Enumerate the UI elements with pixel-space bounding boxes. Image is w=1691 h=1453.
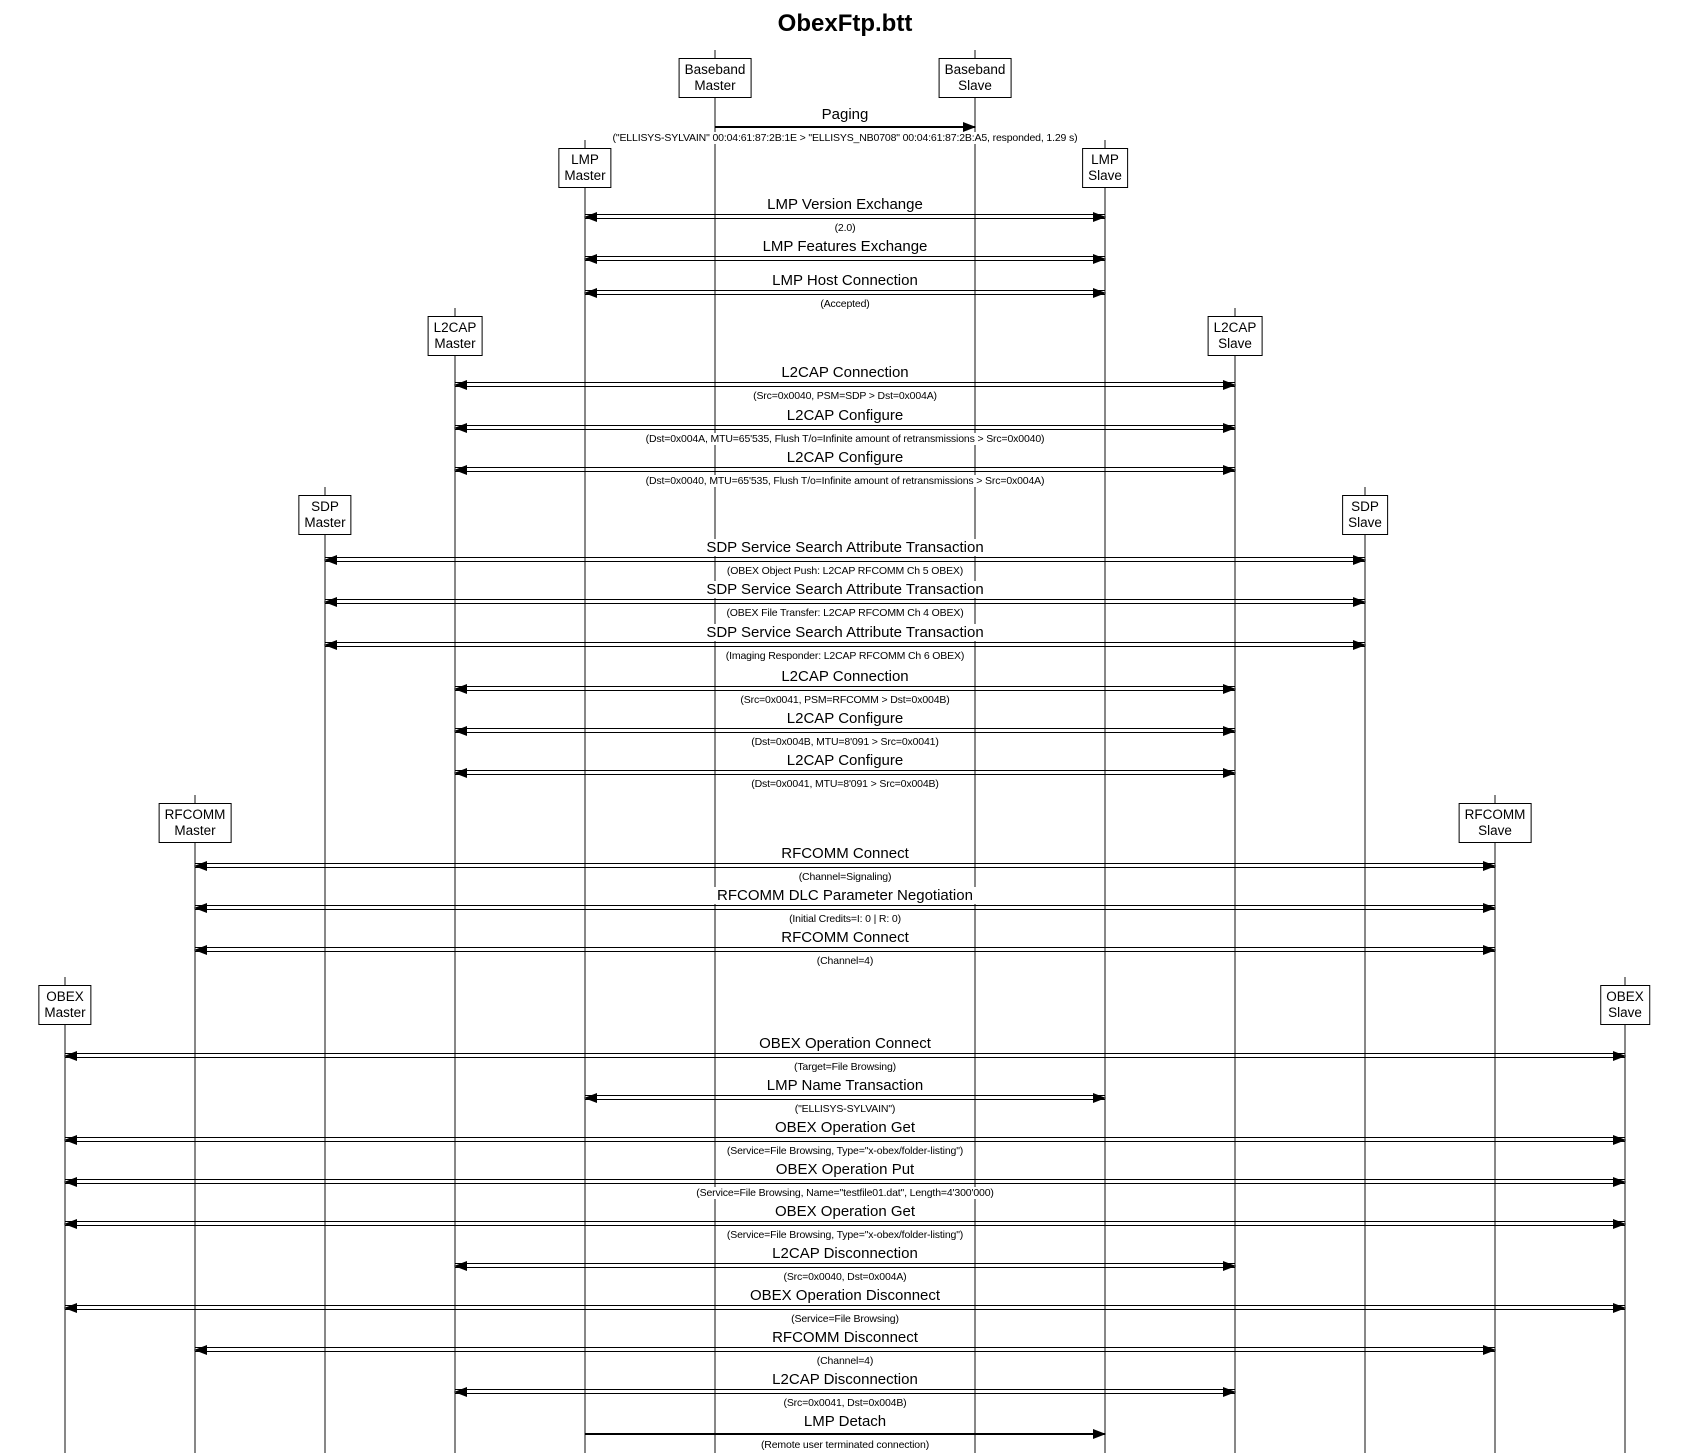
lifeline-l2cap-master [454,308,456,1453]
arrowhead-right-icon [1223,684,1236,694]
participant-box-baseband-master [679,58,752,98]
message-label-3: LMP Host Connection [767,272,923,289]
arrowhead-right-icon [1223,423,1236,433]
arrowhead-left-icon [584,212,597,222]
participant-role-label: Master [44,1005,86,1020]
arrowhead-right-icon [1613,1177,1626,1187]
message-arrow-11 [455,728,1235,733]
arrowhead-left-icon [194,945,207,955]
arrowhead-left-icon [454,1261,467,1271]
participant-box-obex-master [38,985,91,1025]
arrowhead-right-icon [1093,254,1106,264]
participant-box-lmp-master [558,148,611,188]
message-arrow-22 [65,1305,1625,1310]
message-label-21: L2CAP Disconnection [767,1245,923,1262]
message-label-7: SDP Service Search Attribute Transaction [701,539,988,556]
arrowhead-right-icon [1223,726,1236,736]
message-params-16: (Target=File Browsing) [791,1061,899,1073]
participant-protocol-label: SDP [311,499,339,514]
message-label-2: LMP Features Exchange [758,238,933,255]
message-label-4: L2CAP Connection [776,364,913,381]
message-params-15: (Channel=4) [814,955,876,967]
participant-box-sdp-slave [1342,495,1388,535]
message-arrow-23 [195,1347,1495,1352]
participant-protocol-label: RFCOMM [164,807,226,822]
message-arrow-6 [455,467,1235,472]
message-arrow-25 [585,1433,1105,1435]
message-label-12: L2CAP Configure [782,752,908,769]
message-label-25: LMP Detach [799,1413,891,1430]
participant-box-rfcomm-master [159,803,232,843]
message-label-8: SDP Service Search Attribute Transaction [701,581,988,598]
arrowhead-right-icon [1223,380,1236,390]
lifeline-lmp-master [584,140,586,1453]
message-params-23: (Channel=4) [814,1355,876,1367]
participant-box-l2cap-slave [1208,316,1263,356]
message-arrow-21 [455,1263,1235,1268]
arrowhead-left-icon [584,1093,597,1103]
arrowhead-left-icon [454,768,467,778]
message-arrow-7 [325,557,1365,562]
participant-protocol-label: OBEX [46,989,84,1004]
participant-box-rfcomm-slave [1459,803,1532,843]
diagram-title: ObexFtp.btt [777,10,913,37]
participant-role-label: Slave [958,78,992,93]
message-params-5: (Dst=0x004A, MTU=65'535, Flush T/o=Infinite amount of retransmissions > Src=0x0040) [643,433,1048,445]
arrowhead-left-icon [324,555,337,565]
message-params-14: (Initial Credits=I: 0 | R: 0) [786,913,904,925]
arrowhead-right-icon [1613,1219,1626,1229]
arrowhead-left-icon [324,640,337,650]
message-params-25: (Remote user terminated connection) [758,1439,932,1451]
message-arrow-12 [455,770,1235,775]
arrowhead-left-icon [454,380,467,390]
message-params-7: (OBEX Object Push: L2CAP RFCOMM Ch 5 OBEX) [724,565,966,577]
arrowhead-left-icon [64,1177,77,1187]
message-label-22: OBEX Operation Disconnect [745,1287,945,1304]
arrowhead-left-icon [454,684,467,694]
participant-protocol-label: Baseband [944,62,1006,77]
arrowhead-left-icon [194,861,207,871]
message-label-15: RFCOMM Connect [776,929,914,946]
message-params-3: (Accepted) [817,298,872,310]
arrowhead-left-icon [324,597,337,607]
message-arrow-24 [455,1389,1235,1394]
message-label-9: SDP Service Search Attribute Transaction [701,624,988,641]
message-params-20: (Service=File Browsing, Type="x-obex/folder-listing") [724,1229,966,1241]
arrowhead-right-icon [1093,1429,1106,1439]
message-label-14: RFCOMM DLC Parameter Negotiation [712,887,978,904]
message-arrow-14 [195,905,1495,910]
lifeline-obex-master [64,977,66,1453]
message-arrow-8 [325,599,1365,604]
arrowhead-right-icon [1223,768,1236,778]
message-params-11: (Dst=0x004B, MTU=8'091 > Src=0x0041) [748,736,941,748]
participant-box-baseband-slave [939,58,1012,98]
lifeline-l2cap-slave [1234,308,1236,1453]
message-params-8: (OBEX File Transfer: L2CAP RFCOMM Ch 4 OBEX) [723,607,966,619]
message-params-17: ("ELLISYS-SYLVAIN") [792,1103,899,1115]
arrowhead-left-icon [584,254,597,264]
message-params-9: (Imaging Responder: L2CAP RFCOMM Ch 6 OBEX) [723,650,967,662]
message-params-19: (Service=File Browsing, Name="testfile01.dat", Length=4'300'000) [693,1187,997,1199]
arrowhead-right-icon [1483,945,1496,955]
message-label-19: OBEX Operation Put [771,1161,919,1178]
message-arrow-2 [585,256,1105,261]
participant-role-label: Master [694,78,736,93]
arrowhead-right-icon [1353,555,1366,565]
participant-box-l2cap-master [428,316,483,356]
message-params-10: (Src=0x0041, PSM=RFCOMM > Dst=0x004B) [737,694,952,706]
message-arrow-1 [585,214,1105,219]
message-label-17: LMP Name Transaction [762,1077,928,1094]
arrowhead-right-icon [1093,288,1106,298]
message-arrow-19 [65,1179,1625,1184]
arrowhead-right-icon [1483,861,1496,871]
participant-role-label: Slave [1218,336,1252,351]
message-params-22: (Service=File Browsing) [788,1313,902,1325]
message-params-21: (Src=0x0040, Dst=0x004A) [780,1271,909,1283]
arrowhead-left-icon [454,1387,467,1397]
arrowhead-left-icon [584,288,597,298]
participant-protocol-label: SDP [1351,499,1379,514]
message-label-16: OBEX Operation Connect [754,1035,936,1052]
arrowhead-right-icon [963,122,976,132]
arrowhead-left-icon [64,1303,77,1313]
message-arrow-13 [195,863,1495,868]
message-params-13: (Channel=Signaling) [796,871,895,883]
arrowhead-right-icon [1353,597,1366,607]
arrowhead-right-icon [1483,1345,1496,1355]
message-arrow-15 [195,947,1495,952]
arrowhead-left-icon [454,423,467,433]
message-params-18: (Service=File Browsing, Type="x-obex/folder-listing") [724,1145,966,1157]
participant-box-sdp-master [298,495,351,535]
arrowhead-left-icon [194,903,207,913]
arrowhead-left-icon [64,1051,77,1061]
lifeline-lmp-slave [1104,140,1106,1453]
participant-box-lmp-slave [1082,148,1128,188]
arrowhead-left-icon [454,465,467,475]
message-label-10: L2CAP Connection [776,668,913,685]
arrowhead-right-icon [1613,1303,1626,1313]
message-arrow-10 [455,686,1235,691]
participant-role-label: Slave [1608,1005,1642,1020]
participant-role-label: Slave [1348,515,1382,530]
message-arrow-0 [715,126,975,128]
arrowhead-right-icon [1613,1135,1626,1145]
participant-protocol-label: LMP [571,152,599,167]
arrowhead-left-icon [64,1135,77,1145]
message-arrow-5 [455,425,1235,430]
arrowhead-right-icon [1353,640,1366,650]
participant-protocol-label: L2CAP [1213,320,1257,335]
message-label-23: RFCOMM Disconnect [767,1329,923,1346]
message-arrow-9 [325,642,1365,647]
message-arrow-16 [65,1053,1625,1058]
participant-role-label: Master [564,168,606,183]
participant-protocol-label: LMP [1091,152,1119,167]
message-arrow-17 [585,1095,1105,1100]
arrowhead-right-icon [1223,465,1236,475]
participant-role-label: Master [174,823,216,838]
arrowhead-left-icon [64,1219,77,1229]
arrowhead-right-icon [1613,1051,1626,1061]
message-arrow-18 [65,1137,1625,1142]
message-label-24: L2CAP Disconnection [767,1371,923,1388]
message-params-4: (Src=0x0040, PSM=SDP > Dst=0x004A) [750,390,940,402]
participant-protocol-label: Baseband [684,62,746,77]
participant-box-obex-slave [1600,985,1650,1025]
participant-protocol-label: L2CAP [433,320,477,335]
participant-protocol-label: OBEX [1606,989,1644,1004]
participant-role-label: Master [304,515,346,530]
message-arrow-4 [455,382,1235,387]
message-params-6: (Dst=0x0040, MTU=65'535, Flush T/o=Infinite amount of retransmissions > Src=0x004A) [643,475,1048,487]
arrowhead-right-icon [1223,1387,1236,1397]
arrowhead-right-icon [1093,1093,1106,1103]
arrowhead-left-icon [194,1345,207,1355]
message-arrow-3 [585,290,1105,295]
message-label-5: L2CAP Configure [782,407,908,424]
message-label-18: OBEX Operation Get [770,1119,920,1136]
arrowhead-left-icon [454,726,467,736]
message-params-1: (2.0) [832,222,859,234]
arrowhead-right-icon [1483,903,1496,913]
message-label-6: L2CAP Configure [782,449,908,466]
lifeline-obex-slave [1624,977,1626,1453]
message-label-1: LMP Version Exchange [762,196,928,213]
arrowhead-right-icon [1093,212,1106,222]
participant-role-label: Slave [1478,823,1512,838]
participant-protocol-label: RFCOMM [1464,807,1526,822]
message-label-20: OBEX Operation Get [770,1203,920,1220]
message-params-24: (Src=0x0041, Dst=0x004B) [780,1397,909,1409]
message-label-0: Paging [817,106,874,123]
message-params-0: ("ELLISYS-SYLVAIN" 00:04:61:87:2B:1E > "ELLISYS_NB0708" 00:04:61:87:2B:A5, responded, 1.29 s) [610,132,1081,144]
message-label-13: RFCOMM Connect [776,845,914,862]
message-label-11: L2CAP Configure [782,710,908,727]
arrowhead-right-icon [1223,1261,1236,1271]
participant-role-label: Master [434,336,476,351]
participant-role-label: Slave [1088,168,1122,183]
message-arrow-20 [65,1221,1625,1226]
message-params-12: (Dst=0x0041, MTU=8'091 > Src=0x004B) [748,778,941,790]
